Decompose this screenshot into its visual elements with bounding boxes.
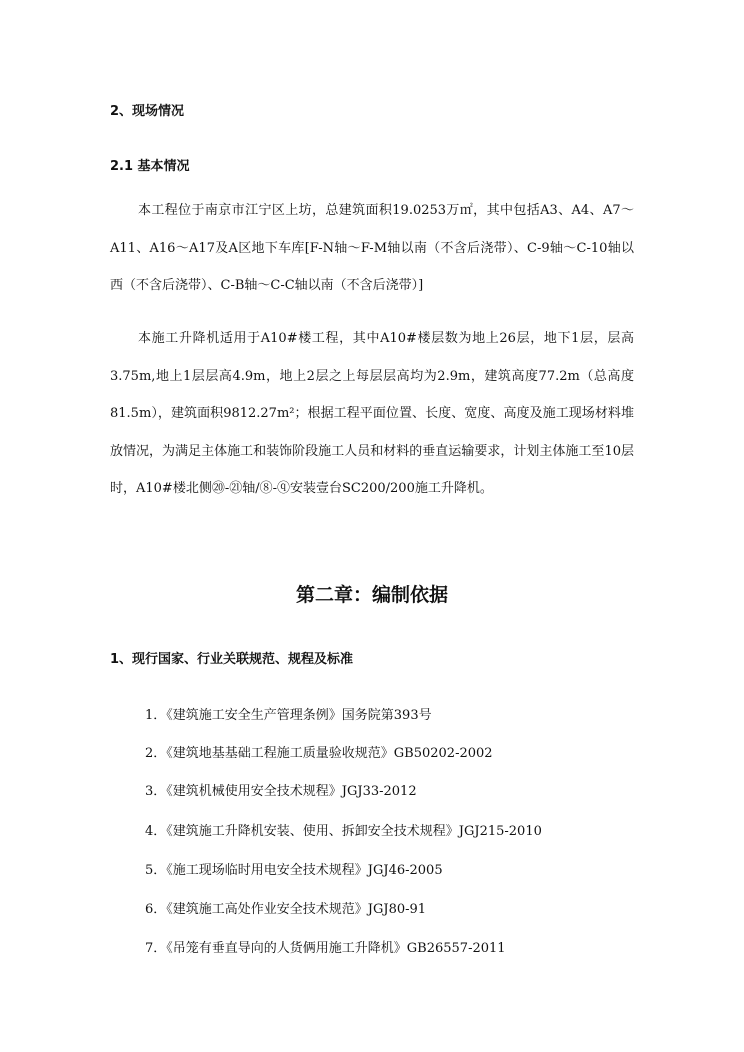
chapter-title: 第二章：编制依据: [295, 584, 448, 606]
subsection-heading: 2.1 基本情况: [110, 159, 190, 174]
reference-item: 7．《吊笼有垂直导向的人货俩用施工升降机》GB26557-2011: [145, 941, 506, 956]
reference-item: 5．《施工现场临时用电安全技术规程》JGJ46-2005: [145, 863, 443, 878]
reference-item: 2．《建筑地基基础工程施工质量验收规范》GB50202-2002: [145, 746, 493, 761]
paragraph-1: 本工程位于南京市江宁区上坊，总建筑面积19.0253万㎡，其中包括A3、A4、A7～A11、A16～A17及A区地下车库[F-N轴～F-M轴以南（不含后浇带）、C-9轴～C-10轴以西（不含后浇带）、C-B轴～C-C轴以南（不含后浇带）]: [110, 203, 634, 293]
standards-heading: 1、现行国家、行业关联规范、规程及标准: [110, 652, 354, 667]
reference-item: 3．《建筑机械使用安全技术规程》JGJ33-2012: [145, 784, 417, 799]
reference-item: 1．《建筑施工安全生产管理条例》国务院第393号: [145, 708, 432, 723]
section-heading: 2、现场情况: [110, 104, 185, 119]
reference-item: 4．《建筑施工升降机安装、使用、拆卸安全技术规程》JGJ215-2010: [145, 824, 542, 839]
reference-item: 6．《建筑施工高处作业安全技术规范》JGJ80-91: [145, 902, 427, 917]
paragraph-2: 本施工升降机适用于A10#楼工程，其中A10#楼层数为地上26层，地下1层，层高3.75m,地上1层层高4.9m，地上2层之上每层层高均为2.9m，建筑高度77.2m（总高度81.5m），建筑面积9812.27m²；根据工程平面位置、长度、宽度、高度及施工现场材料堆放情况，为满足主体施工和装饰阶段施工人员和材料的垂直运输要求，计划主体施工至10层时，A10#楼北侧⑳-㉑轴/⑧-ⓠ安装壹台SC200/200施工升降机。: [110, 331, 634, 496]
